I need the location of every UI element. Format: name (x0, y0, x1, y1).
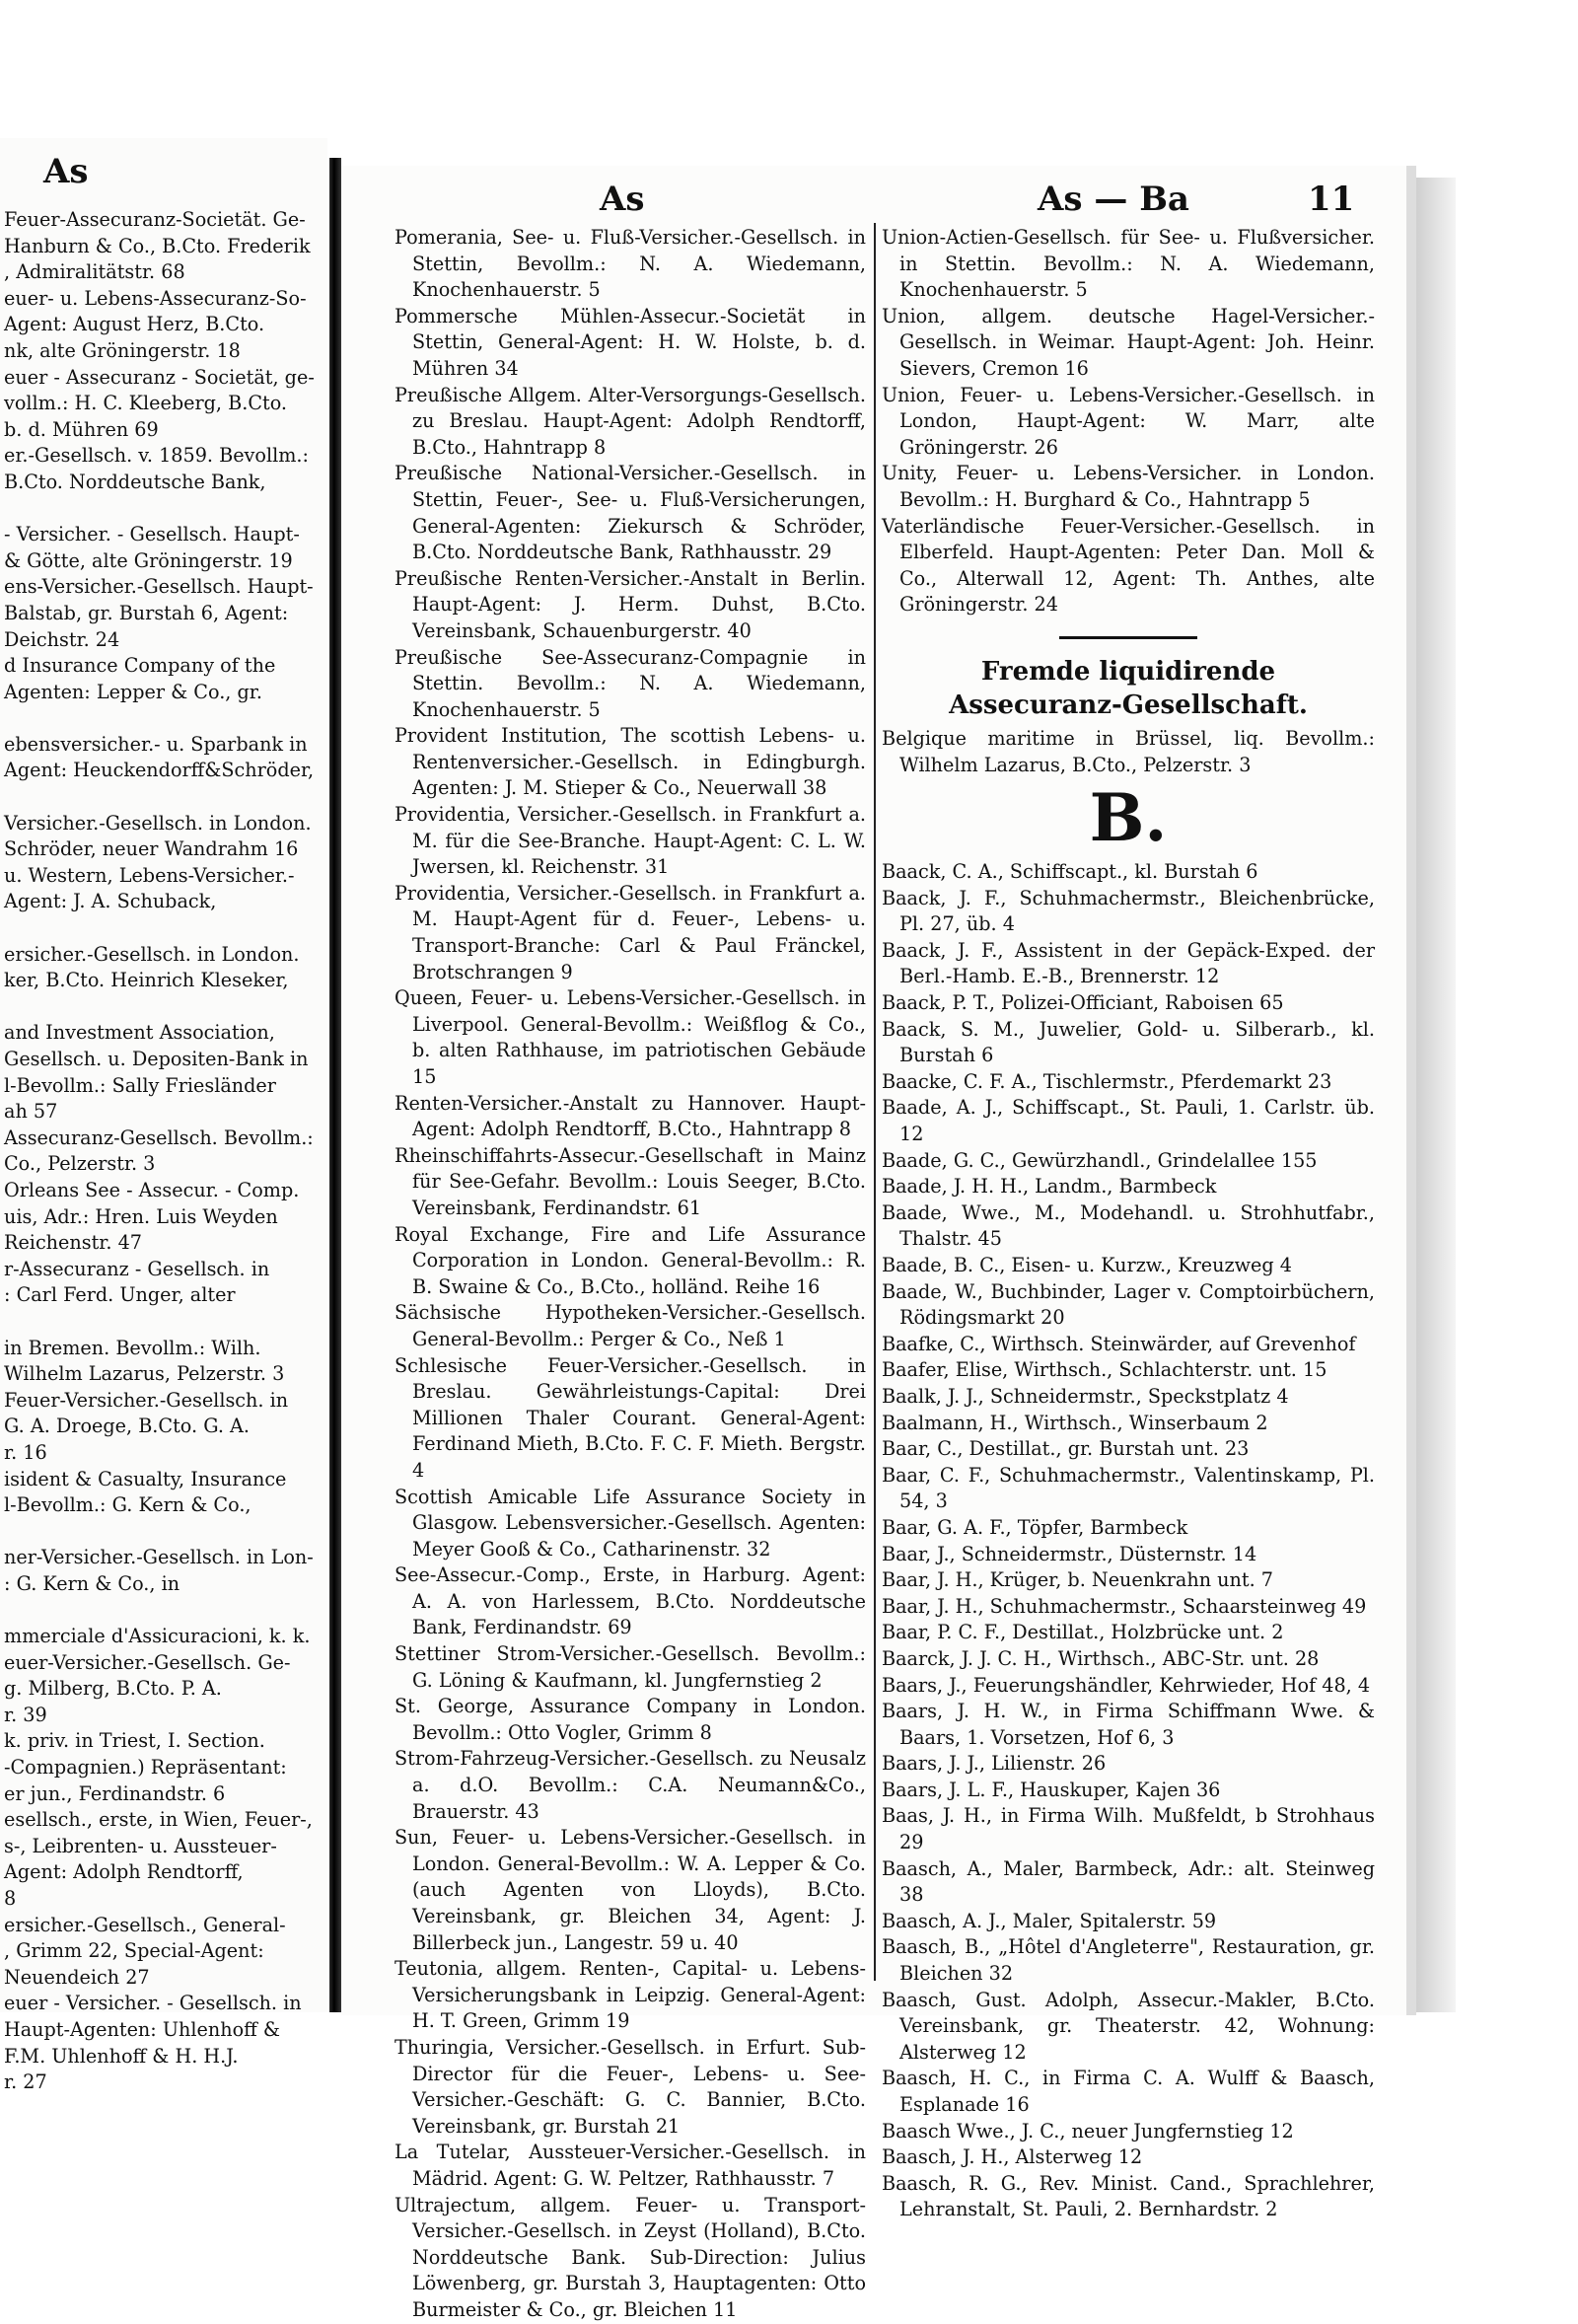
directory-entry: Baack, J. F., Assistent in der Gepäck-Exped. der Berl.-Hamb. E.-B., Brennerstr. 12 (882, 938, 1375, 988)
left-page-line: euer- u. Lebens-Assecuranz-So- (4, 286, 307, 310)
left-page-line: Agent: Heuckendorff&Schröder, (4, 759, 315, 782)
directory-entry: Union-Actien-Gesellsch. für See- u. Flußversicher. in Stettin. Bevollm.: N. A. Wiedemann, Knochenhauerstr. 5 (882, 226, 1375, 302)
directory-entry: Baas, J. H., in Firma Wilh. Mußfeldt, b Strohhaus 29 (882, 1804, 1375, 1854)
left-page-line: g. Milberg, B.Cto. P. A. (4, 1677, 222, 1701)
directory-entry: Baarck, J. J. C. H., Wirthsch., ABC-Str. unt. 28 (882, 1646, 1320, 1670)
directory-entry: Sächsische Hypotheken-Versicher.-Gesellsch. General-Bevollm.: Perger & Co., Neß 1 (394, 1301, 866, 1350)
directory-entry: Preußische Renten-Versicher.-Anstalt in Berlin. Haupt-Agent: J. Herm. Duhst, B.Cto. Vereinsbank, Schauenburgerstr. 40 (394, 566, 866, 642)
left-page-line (4, 1597, 331, 1624)
left-page-line: nk, alte Gröningerstr. 18 (4, 338, 241, 362)
left-page-line: Agent: J. A. Schuback, (4, 890, 217, 913)
left-page-line: Feuer-Versicher.-Gesellsch. in (4, 1388, 289, 1412)
left-page-line: ens-Versicher.-Gesellsch. Haupt- (4, 575, 314, 599)
left-page-line: Wilhelm Lazarus, Pelzerstr. 3 (4, 1362, 285, 1386)
directory-entry: Baafer, Elise, Wirthsch., Schlachterstr. unt. 15 (882, 1358, 1327, 1382)
directory-entry: Baar, C., Destillat., gr. Burstah unt. 23 (882, 1437, 1250, 1461)
left-page-line: ner-Versicher.-Gesellsch. in Lon- (4, 1546, 314, 1569)
left-page-line: ebensversicher.- u. Sparbank in (4, 732, 308, 756)
left-page-line: Balstab, gr. Burstah 6, Agent: (4, 601, 289, 624)
book-spine (329, 158, 341, 2012)
left-page-line: uis, Adr.: Hren. Luis Weyden (4, 1204, 278, 1228)
left-page-line: B.Cto. Norddeutsche Bank, (4, 470, 266, 493)
directory-entry: Baar, C. F., Schuhmachermstr., Valentinskamp, Pl. 54, 3 (882, 1463, 1375, 1513)
left-page (0, 138, 327, 2094)
left-page-line: er.-Gesellsch. v. 1859. Bevollm.: (4, 444, 309, 468)
directory-entry: Baar, J. H., Krüger, b. Neuenkrahn unt. 7 (882, 1568, 1274, 1592)
left-page-line: Agent: Adolph Rendtorff, (4, 1860, 244, 1884)
directory-entry: Baasch, R. G., Rev. Minist. Cand., Sprachlehrer, Lehranstalt, St. Pauli, 2. Bernhardstr. 2 (882, 2171, 1375, 2221)
directory-entry: Vaterländische Feuer-Versicher.-Gesellsch. in Elberfeld. Haupt-Agenten: Peter Dan. Moll & Co., Alterwall 12, Agent: Th. Anthes, alte Gröningerstr. 24 (882, 514, 1375, 617)
directory-entry: Baasch, B., „Hôtel d'Angleterre", Restauration, gr. Bleichen 32 (882, 1935, 1375, 1986)
left-page-line: 8 (4, 1887, 17, 1910)
directory-entry: Ultrajectum, allgem. Feuer- u. Transport-Versicher.-Gesellsch. in Zeyst (Holland), B.Cto. Norddeutsche Bank. Sub-Direction: Julius Löwenberg, gr. Burstah 3, Hauptagenten: Otto Burmeister & Co., gr. Bleichen 11 (394, 2193, 866, 2321)
directory-entry: See-Assecur.-Comp., Erste, in Harburg. Agent: A. A. von Harlessem, B.Cto. Norddeutsche Bank, Ferdinandstr. 69 (394, 1563, 866, 1639)
directory-entry: Baasch, Gust. Adolph, Assecur.-Makler, B.Cto. Vereinsbank, gr. Theaterstr. 42, Wohnung: Alsterweg 12 (882, 1988, 1375, 2064)
left-page-line: Gesellsch. u. Depositen-Bank in (4, 1048, 309, 1070)
directory-entry: Renten-Versicher.-Anstalt zu Hannover. Haupt-Agent: Adolph Rendtorff, B.Cto., Hahntrapp 8 (394, 1091, 866, 1141)
entries-column-2 (882, 225, 1375, 2223)
directory-entry: Queen, Feuer- u. Lebens-Versicher.-Gesellsch. in Liverpool. General-Bevollm.: Weißflog & Co., b. alten Rathhause, im patriotischen Gebäude 15 (394, 986, 866, 1088)
left-page-line: l-Bevollm.: Sally Friesländer (4, 1073, 276, 1097)
directory-entry: Baade, A. J., Schiffscapt., St. Pauli, 1. Carlstr. üb. 12 (882, 1096, 1375, 1146)
left-page-line: ker, B.Cto. Heinrich Kleseker, (4, 969, 289, 992)
left-page-line: k. priv. in Triest, I. Section. (4, 1729, 265, 1753)
entries-column-1 (394, 225, 866, 2324)
left-page-line: isident & Casualty, Insurance (4, 1467, 287, 1490)
section-title-line-2: Assecuranz-Gesellschaft. (949, 690, 1308, 720)
section-entry: Belgique maritime in Brüssel, liq. Bevollm.: Wilhelm Lazarus, B.Cto., Pelzerstr. 3 (882, 726, 1375, 776)
left-page-line: r-Assecuranz - Gesellsch. in (4, 1257, 270, 1280)
left-page-line: r. 39 (4, 1703, 47, 1726)
left-page-line (4, 705, 331, 732)
directory-entry: Preußische Allgem. Alter-Versorgungs-Gesellsch. zu Breslau. Haupt-Agent: Adolph Rendtorff, B.Cto., Hahntrapp 8 (394, 383, 866, 459)
left-page-line: : Carl Ferd. Unger, alter (4, 1283, 236, 1307)
left-page-line (4, 915, 331, 942)
left-page-line: : G. Kern & Co., in (4, 1571, 180, 1595)
page-number: 11 (1308, 180, 1355, 219)
directory-entry: Baack, J. F., Schuhmachermstr., Bleichenbrücke, Pl. 27, üb. 4 (882, 886, 1375, 936)
directory-entry: Baasch Wwe., J. C., neuer Jungfernstieg 12 (882, 2119, 1294, 2142)
directory-entry: Pomerania, See- u. Fluß-Versicher.-Gesellsch. in Stettin, Bevollm.: N. A. Wiedemann, Knochenhauerstr. 5 (394, 226, 866, 302)
left-page-line: u. Western, Lebens-Versicher.- (4, 863, 295, 887)
column-divider (874, 223, 876, 1981)
left-page-line: and Investment Association, (4, 1021, 275, 1045)
left-page-line: Co., Pelzerstr. 3 (4, 1152, 156, 1176)
directory-entry: Scottish Amicable Life Assurance Society in Glasgow. Lebensversicher.-Gesellsch. Agenten: Meyer Gooß & Co., Catharinenstr. 32 (394, 1485, 866, 1561)
directory-entry: Schlesische Feuer-Versicher.-Gesellsch. in Breslau. Gewährleistungs-Capital: Drei Millionen Thaler Courant. General-Agent: Ferdinand Mieth, B.Cto. F. C. F. Mieth. Bergstr. 4 (394, 1353, 866, 1482)
directory-entry: Thuringia, Versicher.-Gesellsch. in Erfurt. Sub-Director für die Feuer-, Lebens- u. See-Versicher.-Geschäft: G. C. Bannier, B.Cto. Vereinsbank, gr. Burstah 21 (394, 2035, 866, 2138)
directory-entry: Baar, J. H., Schuhmachermstr., Schaarsteinweg 49 (882, 1594, 1367, 1618)
directory-entry: Preußische See-Assecuranz-Compagnie in Stettin. Bevollm.: N. A. Wiedemann, Knochenhauerstr. 5 (394, 645, 866, 721)
directory-entry: Baack, C. A., Schiffscapt., kl. Burstah 6 (882, 860, 1258, 884)
left-page-line: Neuendeich 27 (4, 1965, 150, 1989)
directory-entry: Baade, B. C., Eisen- u. Kurzw., Kreuzweg 4 (882, 1254, 1292, 1276)
directory-entry: Baacke, C. F. A., Tischlermstr., Pferdemarkt 23 (882, 1069, 1332, 1093)
directory-entry: Providentia, Versicher.-Gesellsch. in Frankfurt a. M. Haupt-Agent für d. Feuer-, Lebens- u. Transport-Branche: Carl & Paul Fränckel, Brotschrangen 9 (394, 881, 866, 983)
right-page (341, 166, 1416, 2321)
directory-entry: Baade, Wwe., M., Modehandl. u. Strohhutfabr., Thalstr. 45 (882, 1200, 1375, 1251)
left-page-line: F.M. Uhlenhoff & H. H.J. (4, 2044, 239, 2068)
directory-entry: Baar, G. A. F., Töpfer, Barmbeck (882, 1515, 1188, 1539)
left-page-line: G. A. Droege, B.Cto. G. A. (4, 1415, 250, 1438)
left-page-line: -Compagnien.) Repräsentant: (4, 1756, 287, 1779)
directory-entry: Teutonia, allgem. Renten-, Capital- u. Lebens-Versicherungsbank in Leipzig. General-Agent: H. T. Green, Grimm 19 (394, 1957, 866, 2033)
directory-entry: Baasch, A. J., Maler, Spitalerstr. 59 (882, 1909, 1217, 1932)
left-page-line: - Versicher. - Gesellsch. Haupt- (4, 523, 300, 546)
directory-entry: Royal Exchange, Fire and Life Assurance Corporation in London. General-Bevollm.: R. B. Swaine & Co., B.Cto., holländ. Reihe 16 (394, 1222, 866, 1298)
directory-entry: Pommersche Mühlen-Assecur.-Societät in Stettin, General-Agent: H. W. Holste, b. d. Mühren 34 (394, 304, 866, 380)
directory-entry: Union, allgem. deutsche Hagel-Versicher.-Gesellsch. in Weimar. Haupt-Agent: Joh. Heinr. Sievers, Cremon 16 (882, 304, 1375, 380)
left-page-line: Versicher.-Gesellsch. in London. (4, 811, 312, 835)
section-divider (1059, 636, 1197, 639)
directory-entry: Providentia, Versicher.-Gesellsch. in Frankfurt a. M. für die See-Branche. Haupt-Agent: C. L. W. Jwersen, kl. Reichenstr. 31 (394, 803, 866, 879)
left-page-line: r. 27 (4, 2070, 47, 2094)
section-title (882, 655, 1375, 722)
directory-entry: Baar, J., Schneidermstr., Düsternstr. 14 (882, 1542, 1257, 1565)
left-page-line: , Grimm 22, Special-Agent: (4, 1939, 264, 1963)
directory-entry: Baalmann, H., Wirthsch., Winserbaum 2 (882, 1411, 1268, 1434)
right-page-header-center: As (600, 180, 645, 219)
left-page-line (4, 1309, 331, 1336)
left-page-line: r. 16 (4, 1440, 47, 1464)
left-page-line: l-Bevollm.: G. Kern & Co., (4, 1493, 251, 1517)
directory-entry: Baade, G. C., Gewürzhandl., Grindelallee 155 (882, 1148, 1318, 1172)
left-page-line: Feuer-Assecuranz-Societät. Ge- (4, 208, 306, 231)
directory-entry: Baars, J., Feuerungshändler, Kehrwieder, Hof 48, 4 (882, 1673, 1371, 1697)
left-page-line (4, 784, 331, 811)
left-page-line: ersicher.-Gesellsch., General- (4, 1913, 286, 1936)
left-page-line: Assecuranz-Gesellsch. Bevollm.: (4, 1126, 314, 1149)
directory-entry: Rheinschiffahrts-Assecur.-Gesellschaft in Mainz für See-Gefahr. Bevollm.: Louis Seeger, B.Cto. Vereinsbank, Ferdinandstr. 61 (394, 1143, 866, 1219)
left-page-line: euer-Versicher.-Gesellsch. Ge- (4, 1650, 291, 1674)
directory-entry: La Tutelar, Aussteuer-Versicher.-Gesellsch. in Mädrid. Agent: G. W. Peltzer, Rathhausstr. 7 (394, 2141, 866, 2190)
directory-entry: Baack, P. T., Polizei-Officiant, Raboisen 65 (882, 991, 1284, 1015)
directory-entry: St. George, Assurance Company in London. Bevollm.: Otto Vogler, Grimm 8 (394, 1695, 866, 1744)
left-page-line: er jun., Ferdinandstr. 6 (4, 1781, 226, 1805)
letter-heading: B. (1089, 779, 1168, 857)
left-page-line: euer - Assecuranz - Societät, ge- (4, 365, 315, 389)
left-page-line: Agent: August Herz, B.Cto. (4, 313, 265, 336)
directory-entry: Baade, J. H. H., Landm., Barmbeck (882, 1175, 1217, 1198)
left-page-line (4, 496, 331, 523)
directory-entry: Baasch, A., Maler, Barmbeck, Adr.: alt. Steinweg 38 (882, 1856, 1375, 1907)
page-edge-shadow (1416, 178, 1456, 2012)
directory-entry: Baasch, H. C., in Firma C. A. Wulff & Baasch, Esplanade 16 (882, 2067, 1375, 2116)
left-page-line: , Admiralitätstr. 68 (4, 260, 185, 284)
left-page-column (4, 207, 331, 2096)
left-page-line: Haupt-Agenten: Uhlenhoff & (4, 2017, 280, 2041)
directory-entry: Sun, Feuer- u. Lebens-Versicher.-Gesellsch. in London. General-Bevollm.: W. A. Lepper & Co. (auch Agenten von Lloyds), B.Cto. Vereinsbank, gr. Bleichen 34, Agent: J. Billerbeck jun., Langestr. 59 u. 40 (394, 1826, 866, 1954)
left-page-line (4, 1519, 331, 1546)
left-page-line: esellsch., erste, in Wien, Feuer-, (4, 1808, 313, 1832)
left-page-line: mmerciale d'Assicuracioni, k. k. (4, 1625, 311, 1648)
left-page-line: & Götte, alte Gröningerstr. 19 (4, 548, 293, 572)
directory-entry: Baafke, C., Wirthsch. Steinwärder, auf Grevenhof (882, 1332, 1356, 1355)
directory-entry: Baars, J. L. F., Hauskuper, Kajen 36 (882, 1778, 1221, 1801)
left-page-line: Deichstr. 24 (4, 627, 120, 651)
directory-entry: Provident Institution, The scottish Lebens- u. Rentenversicher.-Gesellsch. in Edingburgh. Agenten: J. M. Stieper & Co., Neuerwall 38 (394, 724, 866, 800)
directory-entry: Unity, Feuer- u. Lebens-Versicher. in London. Bevollm.: H. Burghard & Co., Hahntrapp 5 (882, 462, 1375, 511)
directory-entry: Baar, P. C. F., Destillat., Holzbrücke unt. 2 (882, 1621, 1284, 1644)
directory-entry: Baars, J. J., Lilienstr. 26 (882, 1752, 1107, 1776)
left-page-line: b. d. Mühren 69 (4, 417, 159, 441)
left-page-line: euer - Versicher. - Gesellsch. in (4, 1992, 302, 2015)
left-page-line: Orleans See - Assecur. - Comp. (4, 1178, 300, 1201)
directory-entry: Baasch, J. H., Alsterweg 12 (882, 2145, 1143, 2169)
left-page-header: As (43, 152, 89, 191)
directory-entry: Union, Feuer- u. Lebens-Versicher.-Gesellsch. in London, Haupt-Agent: W. Marr, alte Gröningerstr. 26 (882, 383, 1375, 459)
directory-entry: Stettiner Strom-Versicher.-Gesellsch. Bevollm.: G. Löning & Kaufmann, kl. Jungfernstieg 2 (394, 1642, 866, 1692)
left-page-line: Agenten: Lepper & Co., gr. (4, 680, 262, 703)
left-page-line (4, 994, 331, 1021)
directory-entry: Strom-Fahrzeug-Versicher.-Gesellsch. zu Neusalz a. d.O. Bevollm.: C.A. Neumann&Co., Brauerstr. 43 (394, 1747, 866, 1823)
left-page-line: s-, Leibrenten- u. Aussteuer- (4, 1834, 277, 1857)
left-page-line: in Bremen. Bevollm.: Wilh. (4, 1336, 261, 1359)
left-page-line: ah 57 (4, 1100, 58, 1124)
section-title-line-1: Fremde liquidirende (980, 656, 1276, 687)
left-page-line: Reichenstr. 47 (4, 1231, 142, 1255)
directory-entry: Baalk, J. J., Schneidermstr., Speckstplatz 4 (882, 1384, 1289, 1408)
left-page-line: Hanburn & Co., B.Cto. Frederik (4, 234, 311, 257)
left-page-line: ersicher.-Gesellsch. in London. (4, 942, 300, 966)
directory-entry: Baade, W., Buchbinder, Lager v. Comptoirbüchern, Rödingsmarkt 20 (882, 1279, 1375, 1330)
directory-entry: Baack, S. M., Juwelier, Gold- u. Silberarb., kl. Burstah 6 (882, 1017, 1375, 1067)
left-page-line: Schröder, neuer Wandrahm 16 (4, 837, 299, 861)
left-page-line: vollm.: H. C. Kleeberg, B.Cto. (4, 392, 288, 415)
directory-entry: Preußische National-Versicher.-Gesellsch. in Stettin, Feuer-, See- u. Fluß-Versicherungen, General-Agenten: Ziekursch & Schröder, B.Cto. Norddeutsche Bank, Rathhausstr. 29 (394, 462, 866, 564)
left-page-line: d Insurance Company of the (4, 654, 276, 678)
directory-entry: Baars, J. H. W., in Firma Schiffmann Wwe. & Baars, 1. Vorsetzen, Hof 6, 3 (882, 1700, 1375, 1749)
right-page-header-running: As — Ba (1038, 180, 1189, 219)
